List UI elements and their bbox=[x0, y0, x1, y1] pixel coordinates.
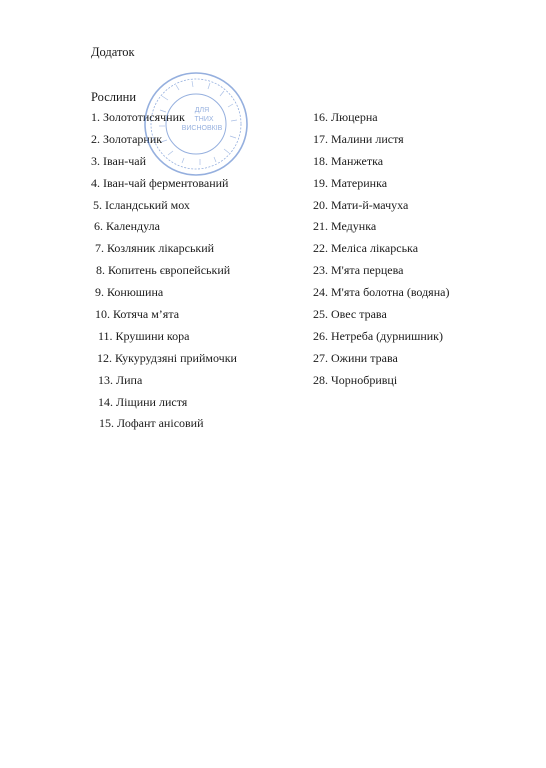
stamp-seal-icon bbox=[142, 70, 250, 178]
plant-list-item: 16. Люцерна bbox=[313, 110, 378, 124]
plant-list-item: 25. Овес трава bbox=[313, 307, 387, 322]
plant-list-item: 7. Козляник лікарський bbox=[95, 241, 215, 256]
plant-list-item: 3. Іван-чай bbox=[91, 153, 147, 168]
plant-list-item: 19. Материнка bbox=[313, 175, 388, 190]
plant-list-item: 5. Ісландський мох bbox=[93, 197, 190, 212]
plant-list-item: 4. Іван-чай ферментований bbox=[91, 175, 229, 190]
plant-list-item: 9. Конюшина bbox=[95, 285, 164, 300]
plant-list-item: 2. Золотарник bbox=[91, 131, 163, 146]
plant-list-item: 11. Крушини кора bbox=[98, 328, 190, 343]
plant-list-item: 13. Липа bbox=[98, 372, 143, 387]
plant-list-item: 28. Чорнобривці bbox=[313, 372, 398, 387]
plant-list-item: 17. Малини листя bbox=[313, 131, 404, 146]
plant-list-item: 21. Медунка bbox=[313, 219, 377, 234]
plant-list-item: 23. М'ята перцева bbox=[313, 263, 404, 278]
plant-list-item: 12. Кукурудзяні приймочки bbox=[97, 350, 237, 365]
plant-list-item: 22. Меліса лікарська bbox=[313, 241, 419, 256]
plant-list-item: 20. Мати-й-мачуха bbox=[313, 197, 409, 212]
plant-list-item: 24. М'ята болотна (водяна) bbox=[313, 285, 450, 300]
plant-list-item: 26. Нетреба (дурнишник) bbox=[313, 328, 443, 343]
section-title: Рослини bbox=[91, 90, 137, 104]
plant-list-item: 10. Котяча м’ята bbox=[95, 307, 180, 322]
plant-list-item: 15. Лофант анісовий bbox=[99, 416, 204, 431]
stamp-line-2: ТНИХ bbox=[194, 116, 214, 123]
plant-list-item: 6. Календула bbox=[94, 219, 160, 234]
stamp-line-3: ВИСНОВКІВ bbox=[181, 125, 223, 132]
appendix-title: Додаток bbox=[91, 45, 135, 59]
plant-list-item: 18. Манжетка bbox=[313, 153, 384, 168]
plant-list-right bbox=[313, 107, 449, 392]
plant-list-item: 27. Ожини трава bbox=[313, 350, 398, 365]
plant-list-item: 1. Золототисячник bbox=[91, 110, 185, 124]
stamp-line-1: ДЛЯ bbox=[194, 107, 210, 114]
plant-list-item: 8. Копитень європейський bbox=[96, 263, 231, 278]
plant-list-item: 14. Ліщини листя bbox=[98, 394, 188, 409]
